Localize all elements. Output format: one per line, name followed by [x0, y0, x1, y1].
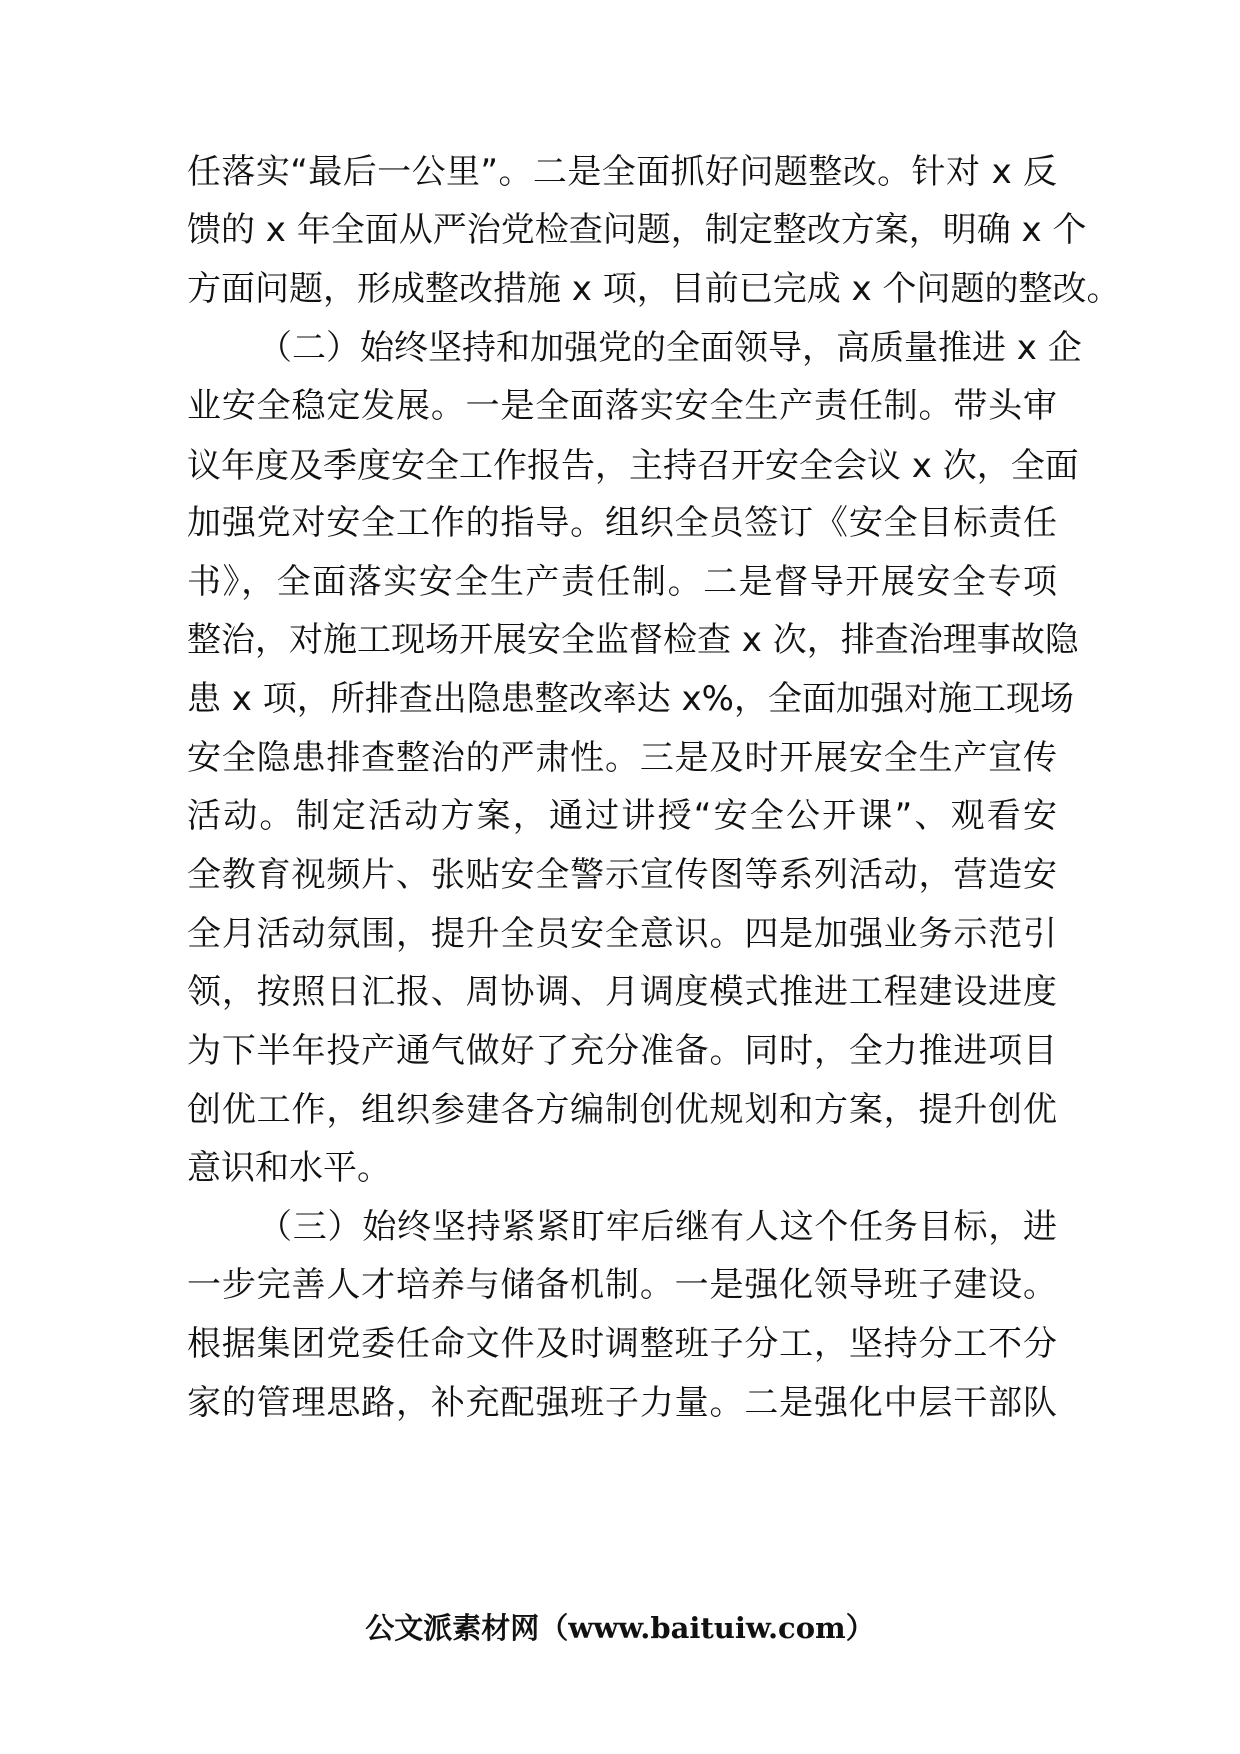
paragraph-heading-line: （二）始终坚持和加强党的全面领导，高质量推进 x 企 — [258, 328, 1082, 368]
text-line: 加强党对安全工作的指导。组织全员签订《安全目标责任 — [187, 503, 1057, 543]
text-line: 安全隐患排查整治的严肃性。三是及时开展安全生产宣传 — [187, 738, 1057, 778]
text-line: 根据集团党委任命文件及时调整班子分工，坚持分工不分 — [187, 1324, 1057, 1364]
text-line: 为下半年投产通气做好了充分准备。同时，全力推进项目 — [187, 1031, 1057, 1071]
text-line: 全月活动氛围，提升全员安全意识。四是加强业务示范引 — [187, 914, 1057, 954]
paragraph-heading-line: （三）始终坚持紧紧盯牢后继有人这个任务目标，进 — [258, 1207, 1057, 1247]
text-line: 意识和水平。 — [187, 1148, 391, 1188]
text-line: 整治，对施工现场开展安全监督检查 x 次，排查治理事故隐 — [187, 620, 1079, 660]
text-line: 馈的 x 年全面从严治党检查问题，制定整改方案，明确 x 个 — [187, 210, 1087, 250]
text-line: 任落实“最后一公里”。二是全面抓好问题整改。针对 x 反 — [187, 152, 1057, 192]
footer-watermark-text: 公文派素材网（www.baituiw.com） — [365, 1611, 875, 1645]
text-line: 议年度及季度安全工作报告，主持召开安全会议 x 次，全面 — [187, 446, 1079, 486]
text-line: 创优工作，组织参建各方编制创优规划和方案，提升创优 — [187, 1090, 1057, 1130]
text-line: 活动。制定活动方案，通过讲授“安全公开课”、观看安 — [187, 796, 1057, 836]
text-line: 书》，全面落实安全生产责任制。二是督导开展安全专项 — [187, 562, 1057, 602]
text-line: 业安全稳定发展。一是全面落实安全生产责任制。带头审 — [187, 386, 1057, 426]
text-line: 一步完善人才培养与储备机制。一是强化领导班子建设。 — [187, 1265, 1057, 1305]
text-line: 全教育视频片、张贴安全警示宣传图等系列活动，营造安 — [187, 855, 1057, 895]
text-line: 领，按照日汇报、周协调、月调度模式推进工程建设进度 — [187, 972, 1057, 1012]
text-line: 家的管理思路，补充配强班子力量。二是强化中层干部队 — [187, 1383, 1057, 1423]
text-line: 患 x 项，所排查出隐患整改率达 x%，全面加强对施工现场 — [187, 679, 1074, 719]
text-line: 方面问题，形成整改措施 x 项，目前已完成 x 个问题的整改。 — [187, 269, 1121, 309]
